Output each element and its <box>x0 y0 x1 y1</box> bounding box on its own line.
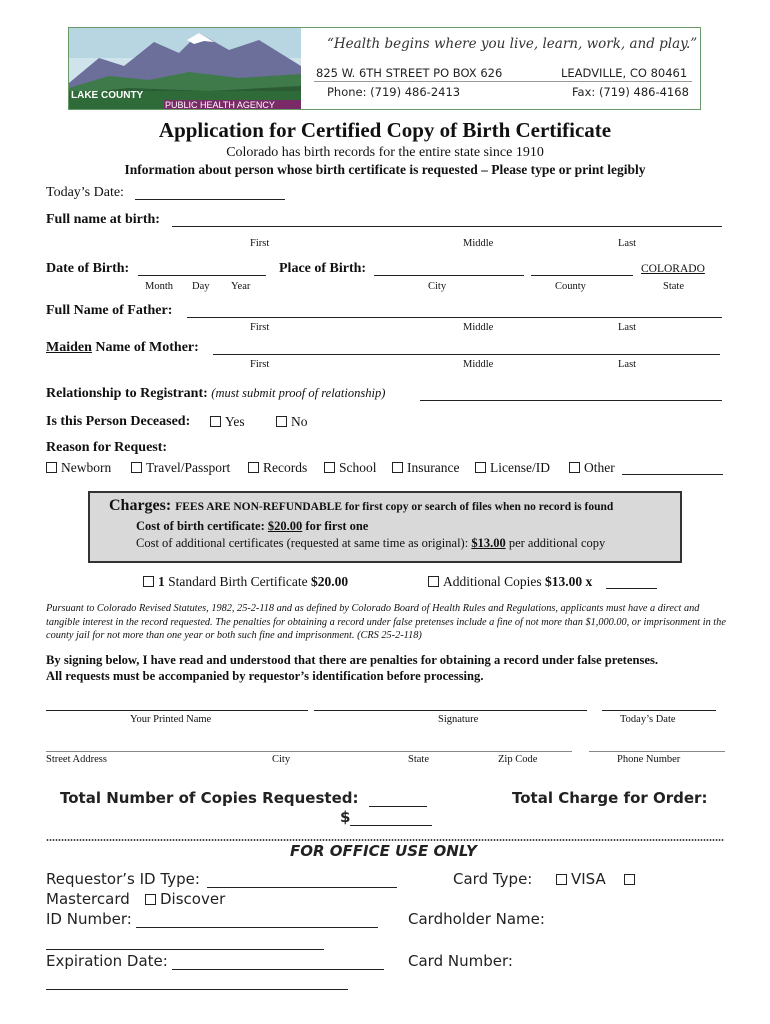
birth-county-field[interactable] <box>531 275 633 276</box>
caption-last: Last <box>618 322 637 333</box>
agency-name-line1: LAKE COUNTY <box>71 90 144 101</box>
signature-notice: By signing below, I have read and understood that there are penalties for obtaining a record under false pretenses. <box>46 653 658 667</box>
office-use-heading: FOR OFFICE USE ONLY <box>290 842 477 860</box>
additional-copy-price: $13.00 <box>471 536 506 550</box>
caption-first: First <box>250 359 270 370</box>
full-name-field[interactable] <box>172 226 722 227</box>
additional-copies-checkbox[interactable] <box>428 576 439 587</box>
charges-box <box>88 491 682 563</box>
additional-copy-cost <box>136 536 605 551</box>
charges-heading-row <box>109 497 613 515</box>
other-checkbox[interactable] <box>569 462 580 473</box>
total-copies-field[interactable] <box>369 806 427 807</box>
mountain-logo-icon <box>69 28 301 109</box>
reason-school-label: School <box>339 460 377 475</box>
caption-middle: Middle <box>463 322 494 333</box>
agency-address: 825 W. 6TH STREET PO BOX 626 <box>316 66 503 80</box>
printed-name-field[interactable] <box>46 710 308 711</box>
deceased-yes-option[interactable] <box>210 414 245 430</box>
mastercard-checkbox[interactable] <box>624 874 635 885</box>
reason-license-id[interactable] <box>475 460 550 476</box>
street-address-field[interactable] <box>46 751 572 752</box>
additional-copy-text: Cost of additional certificates (requested at same time as original): <box>136 536 472 550</box>
cardholder-name-field[interactable] <box>46 949 324 950</box>
caption-city: City <box>272 754 291 765</box>
reason-other[interactable] <box>569 460 615 476</box>
standard-certificate-checkbox[interactable] <box>143 576 154 587</box>
phone-number-field[interactable] <box>589 751 725 752</box>
relationship-label <box>46 386 385 402</box>
caption-state: State <box>663 281 684 292</box>
form-subtitle: Colorado has birth records for the entire state since 1910 <box>226 145 544 160</box>
additional-copy-suffix: per additional copy <box>505 536 606 550</box>
reason-insurance[interactable] <box>392 460 459 476</box>
expiration-date-field[interactable] <box>172 969 384 970</box>
reason-records[interactable] <box>248 460 307 476</box>
caption-last: Last <box>618 238 637 249</box>
father-name-field[interactable] <box>187 317 722 318</box>
caption-day: Day <box>192 281 210 292</box>
agency-name-line2: PUBLIC HEALTH AGENCY <box>165 100 275 109</box>
caption-state: State <box>408 754 429 765</box>
caption-todays-date: Today’s Date <box>620 714 676 725</box>
relationship-note: (must submit proof of relationship) <box>211 386 386 400</box>
relationship-label-text: Relationship to Registrant: <box>46 386 208 401</box>
total-copies-label: Total Number of Copies Requested: <box>60 789 359 807</box>
no-label: No <box>291 414 308 429</box>
reason-label: Reason for Request: <box>46 440 168 455</box>
birth-city-field[interactable] <box>374 275 524 276</box>
mother-name-field[interactable] <box>213 354 720 355</box>
reason-school[interactable] <box>324 460 377 476</box>
discover-checkbox[interactable] <box>145 894 156 905</box>
charges-heading: Charges: <box>109 497 172 514</box>
mother-name-label <box>46 340 199 356</box>
agency-fax: Fax: (719) 486-4168 <box>572 85 689 99</box>
dob-field[interactable] <box>138 275 266 276</box>
total-dollar-sign: $ <box>340 808 351 826</box>
caption-first: First <box>250 322 270 333</box>
reason-newborn-label: Newborn <box>61 460 112 475</box>
insurance-checkbox[interactable] <box>392 462 403 473</box>
birth-state-value: COLORADO <box>641 263 705 275</box>
id-requirement-notice: All requests must be accompanied by requestor’s identification before processing. <box>46 669 484 683</box>
mastercard-checkbox-slot[interactable] <box>624 870 639 888</box>
todays-date-field[interactable] <box>135 199 285 200</box>
records-checkbox[interactable] <box>248 462 259 473</box>
discover-option[interactable] <box>145 890 225 908</box>
caption-last: Last <box>618 359 637 370</box>
standard-qty: 1 <box>158 574 165 589</box>
card-number-field[interactable] <box>46 989 348 990</box>
no-checkbox[interactable] <box>276 416 287 427</box>
signature-date-field[interactable] <box>602 710 716 711</box>
standard-price: $20.00 <box>310 574 349 589</box>
standard-certificate-option[interactable] <box>143 574 348 590</box>
dob-label: Date of Birth: <box>46 261 130 276</box>
deceased-label: Is this Person Deceased: <box>46 414 191 429</box>
expiration-date-label: Expiration Date: <box>46 952 168 970</box>
card-number-label: Card Number: <box>408 952 513 970</box>
additional-price: $13.00 x <box>545 574 593 589</box>
charges-note: FEES ARE NON-REFUNDABLE for first copy or search of files when no record is found <box>175 501 614 513</box>
caption-year: Year <box>231 281 251 292</box>
caption-county: County <box>555 281 586 292</box>
agency-tagline: “Health begins where you live, learn, work, and play.” <box>327 36 698 52</box>
id-number-field[interactable] <box>136 927 378 928</box>
caption-month: Month <box>145 281 174 292</box>
caption-printed-name: Your Printed Name <box>130 714 212 725</box>
caption-phone-number: Phone Number <box>617 754 681 765</box>
visa-label: VISA <box>571 870 606 888</box>
id-type-field[interactable] <box>207 887 397 888</box>
id-number-label: ID Number: <box>46 910 132 928</box>
first-copy-text: Cost of birth certificate: <box>136 519 268 533</box>
first-copy-price: $20.00 <box>267 519 303 533</box>
caption-first: First <box>250 238 270 249</box>
additional-copies-count-field[interactable] <box>606 588 657 589</box>
visa-option[interactable] <box>556 870 606 888</box>
mother-label-text: Name of Mother: <box>91 340 199 355</box>
caption-signature: Signature <box>438 714 479 725</box>
standard-label: Standard Birth Certificate <box>164 574 311 589</box>
cardholder-name-label: Cardholder Name: <box>408 910 545 928</box>
reason-license-label: License/ID <box>490 460 550 475</box>
caption-middle: Middle <box>463 359 494 370</box>
full-name-label: Full name at birth: <box>46 212 160 227</box>
form-title: Application for Certified Copy of Birth Certificate <box>158 118 612 142</box>
signature-field[interactable] <box>314 710 587 711</box>
form-instructions: Information about person whose birth certificate is requested – Please type or print legibly <box>124 162 646 177</box>
place-of-birth-label: Place of Birth: <box>279 261 367 276</box>
newborn-checkbox[interactable] <box>46 462 57 473</box>
card-type-label: Card Type: <box>453 870 533 888</box>
reason-travel-label: Travel/Passport <box>146 460 231 475</box>
agency-phone: Phone: (719) 486-2413 <box>327 85 461 99</box>
total-charge-label: Total Charge for Order: <box>512 789 708 807</box>
mastercard-label: Mastercard <box>46 890 130 908</box>
school-checkbox[interactable] <box>324 462 335 473</box>
reason-other-label: Other <box>584 460 615 475</box>
license-checkbox[interactable] <box>475 462 486 473</box>
id-type-label: Requestor’s ID Type: <box>46 870 200 888</box>
first-copy-suffix: for first one <box>302 519 369 533</box>
letterhead <box>68 27 701 110</box>
agency-city: LEADVILLE, CO 80461 <box>561 66 688 80</box>
additional-copies-option[interactable] <box>428 574 592 590</box>
todays-date-label: Today’s Date: <box>46 185 124 200</box>
additional-label: Additional Copies <box>443 574 545 589</box>
reason-insurance-label: Insurance <box>407 460 460 475</box>
visa-checkbox[interactable] <box>556 874 567 885</box>
discover-label: Discover <box>160 890 226 908</box>
legal-notice: Pursuant to Colorado Revised Statutes, 1982, 25-2-118 and as defined by Colorado Board of Health Rules and Regulations, applicants must have a direct and tangible interest in the record requested. The penalties for obtaining a record under false pretenses include a fine of not more than $1,000.00, or imprisonment in the county jail for not more than one year or both such fine and imprisonment. (CRS 25-2-118) <box>46 603 726 641</box>
relationship-field[interactable] <box>420 400 722 401</box>
other-reason-field[interactable] <box>622 474 723 475</box>
yes-label: Yes <box>225 414 245 429</box>
header-divider <box>314 81 692 82</box>
caption-city: City <box>428 281 447 292</box>
travel-checkbox[interactable] <box>131 462 142 473</box>
total-charge-field[interactable] <box>350 825 432 826</box>
reason-travel-passport[interactable] <box>131 460 230 476</box>
caption-zip-code: Zip Code <box>498 754 538 765</box>
maiden-word: Maiden <box>46 340 92 355</box>
deceased-no-option[interactable] <box>276 414 308 430</box>
yes-checkbox[interactable] <box>210 416 221 427</box>
reason-records-label: Records <box>263 460 308 475</box>
caption-middle: Middle <box>463 238 494 249</box>
first-copy-cost <box>136 519 368 534</box>
reason-newborn[interactable] <box>46 460 111 476</box>
caption-street-address: Street Address <box>46 754 107 765</box>
father-name-label: Full Name of Father: <box>46 303 173 318</box>
